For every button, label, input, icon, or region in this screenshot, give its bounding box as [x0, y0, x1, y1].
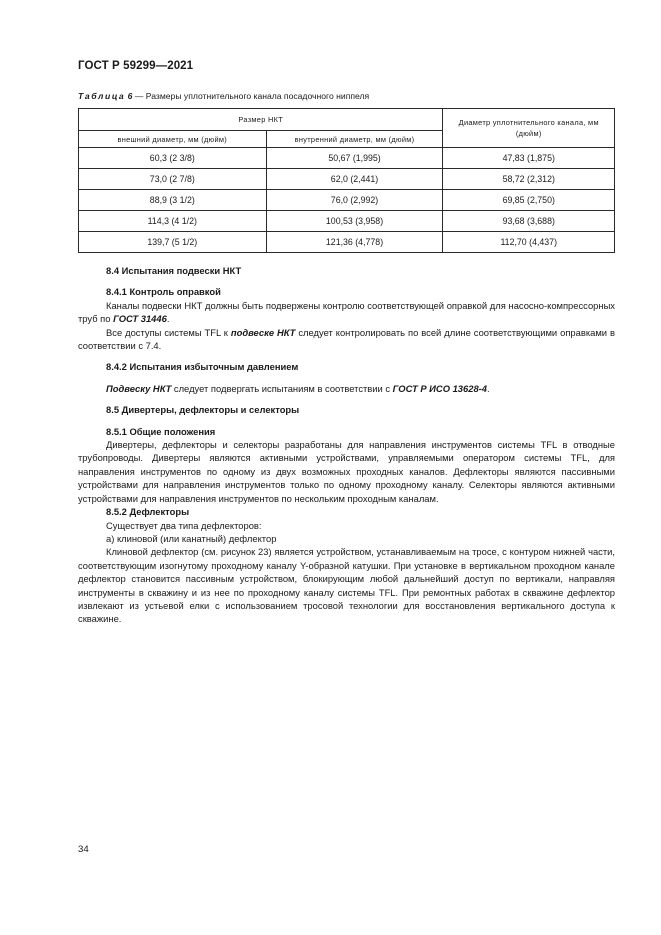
paragraph-pressure-test: [78, 382, 615, 395]
page-number: 34: [78, 844, 89, 855]
table-cell: 50,67 (1,995): [266, 148, 443, 169]
inner-diameter-header: внутренний диаметр, мм (дюйм): [266, 131, 443, 148]
table-row: [79, 148, 615, 169]
paragraph-mandrel-check: [78, 299, 615, 326]
dimensions-table: [78, 108, 615, 253]
table-cell: 62,0 (2,441): [266, 169, 443, 190]
standard-reference: ГОСТ Р ИСО 13628-4: [392, 382, 487, 394]
term-emphasis: подвеске НКТ: [230, 326, 296, 338]
document-standard-header: ГОСТ Р 59299—2021: [78, 60, 194, 72]
table-cell: 93,68 (3,688): [443, 211, 615, 232]
section-8-4-2-heading: 8.4.2 Испытания избыточным давлением: [106, 361, 299, 373]
paragraph-text: .: [166, 313, 170, 325]
paragraph-general: Дивертеры, дефлекторы и селекторы разработаны для направления инструментов системы TFL в отводные трубопроводы. Дивертеры являются активными устройствами, управляемыми оператором системы TFL, для направления инструментов по одному из двух возможных проходных каналов. Дефлекторы являются пассивными устройствами для направления инструментов только по одному проходному каналу. Селекторы являются активными устройствами для направления инструментов по нескольким проходным каналам.: [78, 439, 615, 504]
table-cell: 47,83 (1,875): [443, 148, 615, 169]
table-cell: 76,0 (2,992): [266, 190, 443, 211]
seal-bore-diameter-header: Диаметр уплотнительного канала, мм (дюйм): [443, 109, 615, 148]
table-row: [79, 169, 615, 190]
table-cell: 60,3 (2 3/8): [79, 148, 267, 169]
paragraph-text: следует подвергать испытаниям в соответствии с: [171, 382, 393, 394]
section-8-4-heading: 8.4 Испытания подвески НКТ: [106, 265, 242, 276]
table-caption-text: — Размеры уплотнительного канала посадочного ниппеля: [132, 91, 370, 101]
term-emphasis: Подвеску НКТ: [106, 382, 172, 394]
table-cell: 112,70 (4,437): [443, 232, 615, 253]
table-caption-label: Таблица: [78, 91, 126, 101]
table-caption: [78, 91, 369, 101]
table-cell: 69,85 (2,750): [443, 190, 615, 211]
table-cell: 88,9 (3 1/2): [79, 190, 267, 211]
table-cell: 73,0 (2 7/8): [79, 169, 267, 190]
tubing-size-group-header: Размер НКТ: [79, 109, 443, 131]
paragraph-tfl-access: [78, 326, 615, 353]
table-row: [79, 232, 615, 253]
document-body: [78, 264, 615, 626]
list-item-wedge-deflector: а) клиновой (или канатный) дефлектор: [106, 532, 277, 544]
table-cell: 114,3 (4 1/2): [79, 211, 267, 232]
paragraph-text: Все доступы системы TFL к: [106, 326, 231, 338]
paragraph-text: .: [487, 382, 490, 394]
section-8-5-heading: 8.5 Дивертеры, дефлекторы и селекторы: [106, 404, 300, 416]
table-cell: 139,7 (5 1/2): [79, 232, 267, 253]
table-cell: 58,72 (2,312): [443, 169, 615, 190]
table-cell: 100,53 (3,958): [266, 211, 443, 232]
paragraph-deflector-types: Существует два типа дефлекторов:: [106, 519, 262, 531]
paragraph-text: следует контролировать по всей длине соответствующими оправками в соответствии с 7.4.: [78, 326, 615, 352]
section-8-5-1-heading: 8.5.1 Общие положения: [106, 425, 216, 437]
standard-reference: ГОСТ 31446: [113, 313, 167, 325]
table-cell: 121,36 (4,778): [266, 232, 443, 253]
table-row: [79, 211, 615, 232]
outer-diameter-header: внешний диаметр, мм (дюйм): [79, 131, 267, 148]
section-8-5-2-heading: 8.5.2 Дефлекторы: [106, 506, 190, 518]
paragraph-text: Каналы подвески НКТ должны быть подвержены контролю соответствующей оправкой для насосно-компрессорных труб по: [78, 299, 615, 325]
section-8-4-1-heading: 8.4.1 Контроль оправкой: [106, 286, 221, 298]
paragraph-wedge-deflector: Клиновой дефлектор (см. рисунок 23) является устройством, устанавливаемым на тросе, с контуром нижней части, соответствующим изогнутому проходному каналу Y-образной катушки. При установке в вертикальном проходном канале дефлектор становится пассивным устройством, блокирующим любой дальнейший доступ по вертикали, направляя инструменты в скважину и из нее по проходному каналу системы TFL. При ремонтных работах в скважине дефлектор извлекают из устьевой елки с использованием тросовой технологии для восстановления вертикального доступа к скважине.: [78, 546, 615, 625]
table-row: [79, 190, 615, 211]
table-caption-number: 6: [127, 91, 133, 101]
